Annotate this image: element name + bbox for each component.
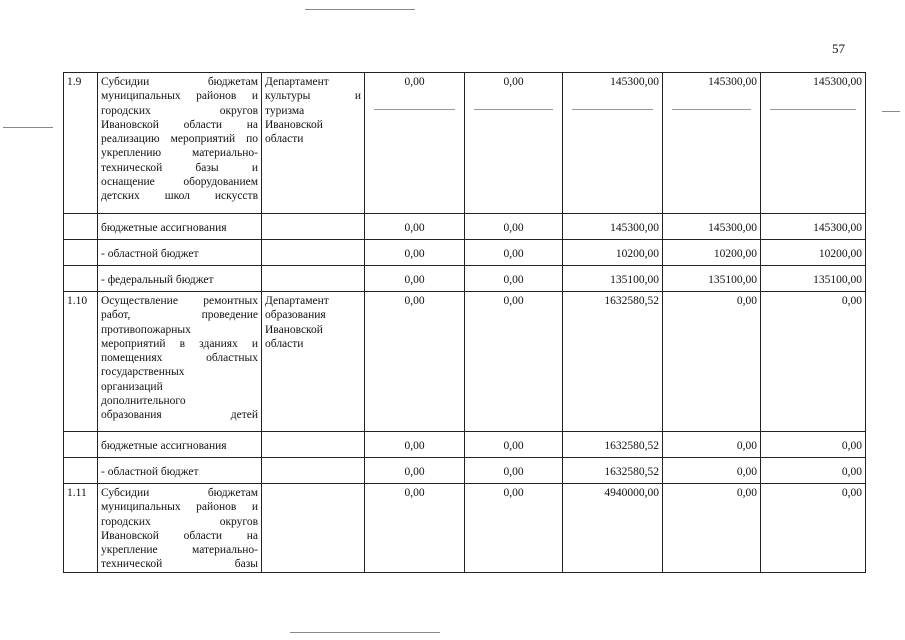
sub-value-cell: 0,00 (365, 266, 465, 292)
sub-row-index (64, 432, 98, 458)
sub-value-cell: 145300,00 (761, 214, 866, 240)
row-index: 1.10 (64, 292, 98, 432)
sub-row-label: бюджетные ассигнования (98, 214, 262, 240)
scan-dash (374, 109, 455, 110)
value-text: 0,00 (736, 487, 757, 499)
scan-dash (474, 109, 553, 110)
sub-value-cell: 1632580,52 (563, 432, 663, 458)
scan-dash (770, 109, 856, 110)
description-line: Субсидии бюджетам (101, 487, 258, 499)
sub-value-cell: 0,00 (465, 214, 563, 240)
value-cell (761, 292, 866, 432)
sub-row-index (64, 240, 98, 266)
sub-value-cell: 135100,00 (663, 266, 761, 292)
sub-row-department (262, 432, 365, 458)
row-department (262, 292, 365, 432)
description-line: технической базы и (101, 161, 258, 174)
description-line: противопожарных (101, 323, 191, 336)
sub-row-index (64, 266, 98, 292)
sub-value-cell: 135100,00 (761, 266, 866, 292)
value-text: 0,00 (404, 295, 425, 307)
table-row (64, 484, 866, 573)
description-line: Ивановской области на (101, 118, 258, 131)
scan-mark-left (3, 127, 53, 128)
description-line: мероприятий в зданиях и (101, 337, 258, 350)
description-line: городских округов (101, 104, 258, 117)
sub-value-cell: 0,00 (663, 458, 761, 484)
description-line: реализацию мероприятий по (101, 133, 258, 146)
description-line: помещениях областных (101, 352, 258, 365)
sub-row-label: бюджетные ассигнования (98, 432, 262, 458)
sub-value-cell: 10200,00 (563, 240, 663, 266)
row-index: 1.9 (64, 73, 98, 214)
sub-value-cell: 0,00 (465, 266, 563, 292)
value-cell (761, 73, 866, 214)
row-index: 1.11 (64, 484, 98, 573)
sub-value-cell: 10200,00 (663, 240, 761, 266)
sub-row-department (262, 214, 365, 240)
budget-table (63, 72, 866, 573)
sub-row-label: - областной бюджет (98, 458, 262, 484)
value-text: 0,00 (503, 76, 524, 88)
value-text: 0,00 (404, 487, 425, 499)
description-line: технической базы (101, 558, 258, 571)
description-line: детских школ искусств (101, 190, 258, 203)
sub-row (64, 214, 866, 240)
value-text: 0,00 (841, 487, 862, 499)
value-cell (465, 292, 563, 432)
table-row (64, 73, 866, 214)
description-line: Осуществление ремонтных (101, 295, 258, 307)
description-line: муниципальных районов и (101, 501, 258, 514)
department-line: культуры и (265, 90, 361, 103)
sub-value-cell: 0,00 (465, 458, 563, 484)
department-line: Ивановской (265, 323, 323, 336)
sub-row-department (262, 240, 365, 266)
value-cell (761, 484, 866, 573)
value-cell (365, 484, 465, 573)
description-line: городских округов (101, 515, 258, 528)
sub-row (64, 458, 866, 484)
sub-row-index (64, 458, 98, 484)
row-department (262, 484, 365, 573)
value-cell (663, 292, 761, 432)
sub-value-cell: 10200,00 (761, 240, 866, 266)
sub-value-cell: 1632580,52 (563, 458, 663, 484)
value-text: 0,00 (404, 76, 425, 88)
value-cell (465, 73, 563, 214)
sub-value-cell: 0,00 (365, 240, 465, 266)
sub-row (64, 240, 866, 266)
sub-value-cell: 0,00 (365, 432, 465, 458)
row-description (98, 73, 262, 214)
description-line: оснащение оборудованием (101, 176, 258, 189)
row-department (262, 73, 365, 214)
sub-value-cell: 0,00 (761, 458, 866, 484)
value-text: 4940000,00 (604, 487, 659, 499)
scan-mark-bottom (290, 632, 440, 633)
description-line: работ, проведение (101, 309, 258, 322)
scan-dash (672, 109, 751, 110)
scan-dash (572, 109, 653, 110)
value-cell (563, 484, 663, 573)
value-cell (465, 484, 563, 573)
table-row (64, 292, 866, 432)
description-line: укреплению материально- (101, 147, 258, 160)
value-cell (663, 73, 761, 214)
value-cell (563, 292, 663, 432)
value-cell (365, 73, 465, 214)
value-cell (663, 484, 761, 573)
value-cell (365, 292, 465, 432)
row-description (98, 484, 262, 573)
department-line: Департамент (265, 76, 329, 88)
department-line: Ивановской (265, 118, 323, 131)
scan-mark-top (305, 9, 415, 10)
sub-value-cell: 145300,00 (563, 214, 663, 240)
value-text: 145300,00 (708, 76, 757, 88)
sub-value-cell: 0,00 (365, 214, 465, 240)
sub-row-label: - областной бюджет (98, 240, 262, 266)
value-text: 145300,00 (610, 76, 659, 88)
sub-value-cell: 0,00 (465, 432, 563, 458)
page-number: 57 (832, 41, 845, 56)
sub-row (64, 266, 866, 292)
department-line: туризма (265, 104, 305, 117)
description-line: государственных (101, 366, 185, 379)
description-line: Ивановской области на (101, 529, 258, 542)
value-text: 1632580,52 (604, 295, 659, 307)
description-line: организаций (101, 380, 163, 393)
value-text: 145300,00 (813, 76, 862, 88)
value-cell (563, 73, 663, 214)
sub-row-index (64, 214, 98, 240)
scan-mark-right (882, 111, 900, 112)
department-line: образования (265, 309, 326, 322)
sub-value-cell: 0,00 (365, 458, 465, 484)
row-description (98, 292, 262, 432)
value-text: 0,00 (736, 295, 757, 307)
description-line: дополнительного (101, 395, 186, 408)
sub-value-cell: 0,00 (761, 432, 866, 458)
value-text: 0,00 (503, 295, 524, 307)
sub-value-cell: 0,00 (663, 432, 761, 458)
description-line: Субсидии бюджетам (101, 76, 258, 88)
sub-row-label: - федеральный бюджет (98, 266, 262, 292)
description-line: образования детей (101, 409, 258, 422)
value-text: 0,00 (503, 487, 524, 499)
value-text: 0,00 (841, 295, 862, 307)
sub-row (64, 432, 866, 458)
department-line: области (265, 133, 304, 146)
description-line: укрепление материально- (101, 544, 258, 557)
sub-row-department (262, 266, 365, 292)
sub-value-cell: 0,00 (465, 240, 563, 266)
description-line: муниципальных районов и (101, 90, 258, 103)
sub-value-cell: 135100,00 (563, 266, 663, 292)
department-line: Департамент (265, 295, 329, 307)
sub-value-cell: 145300,00 (663, 214, 761, 240)
department-line: области (265, 337, 304, 350)
sub-row-department (262, 458, 365, 484)
